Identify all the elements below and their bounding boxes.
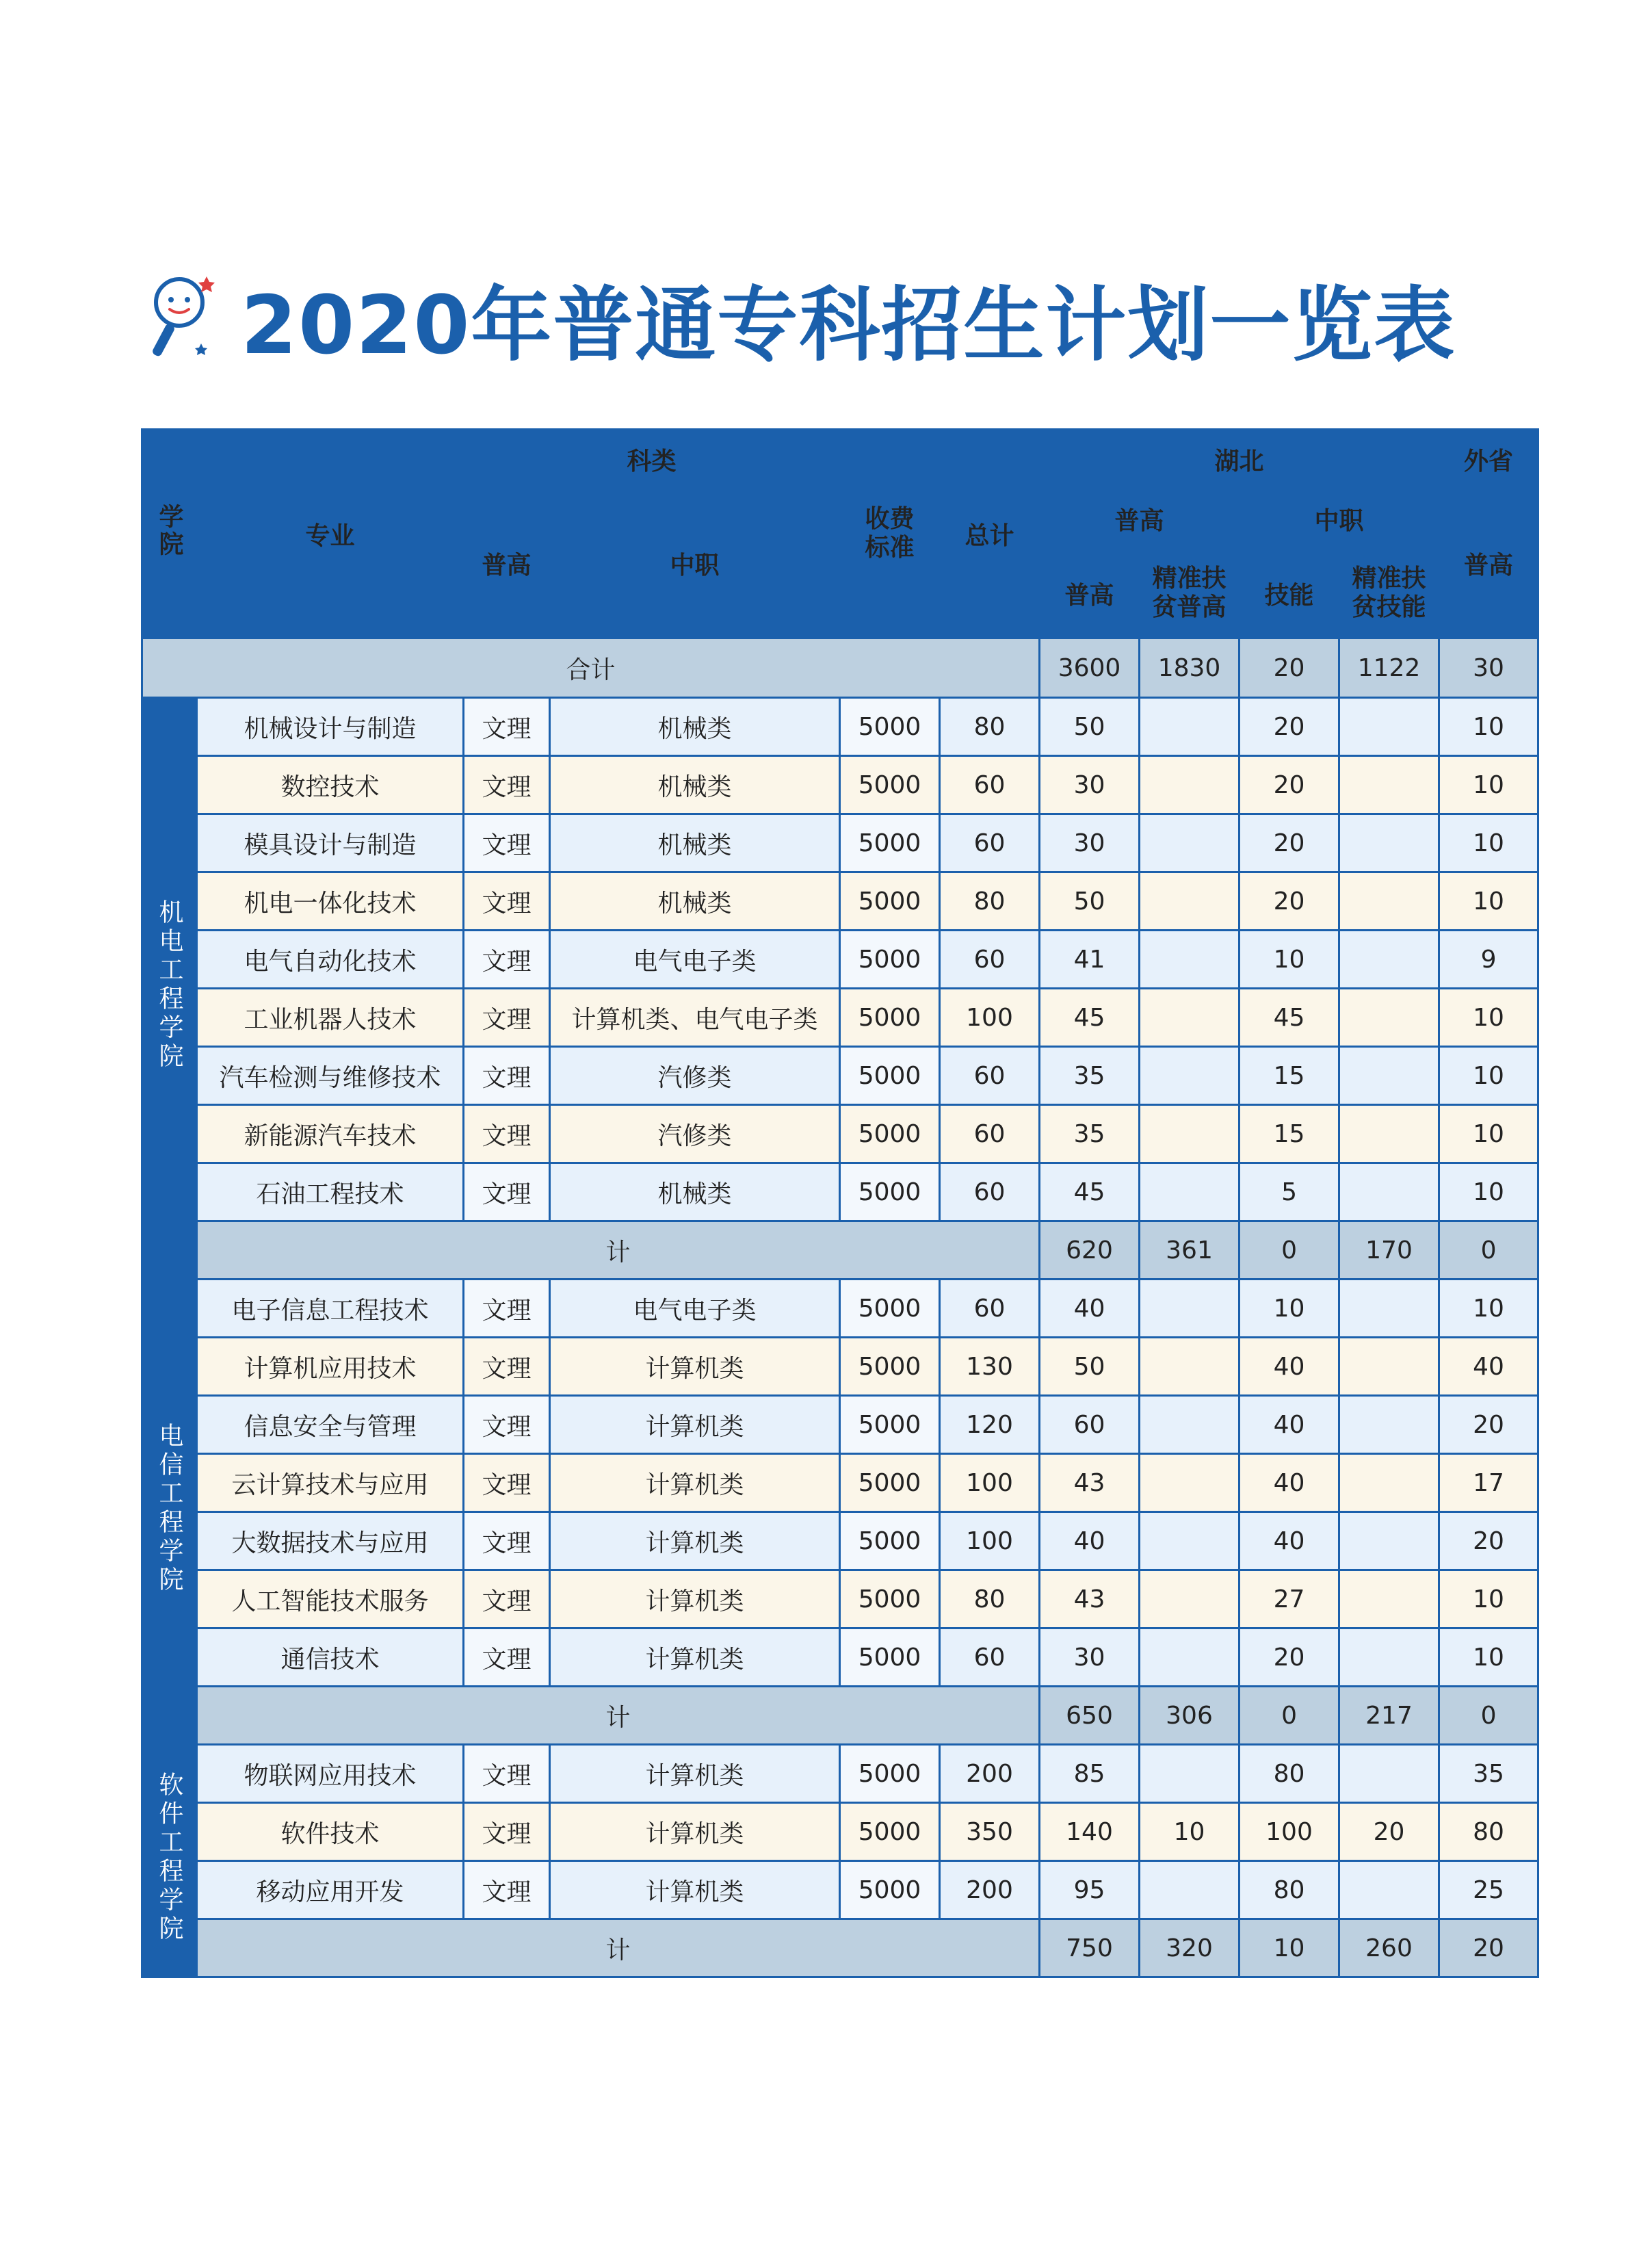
cell-voc: 汽修类 — [550, 1105, 840, 1163]
cell-voc: 计算机类 — [550, 1745, 840, 1803]
header-hb-voc-skill: 技能 — [1240, 549, 1339, 638]
cell-total: 200 — [940, 1745, 1040, 1803]
cell-voc: 汽修类 — [550, 1047, 840, 1105]
cell-hb-general: 40 — [1040, 1280, 1140, 1338]
cell-hb-gen-poverty — [1140, 1454, 1240, 1512]
cell-hb-voc-poverty — [1339, 1628, 1439, 1687]
header-hb-general: 普高 — [1040, 489, 1240, 549]
cell-science: 文理 — [464, 1163, 550, 1221]
table-row — [142, 1861, 1538, 1919]
table-row — [142, 1105, 1538, 1163]
cell-science: 文理 — [464, 756, 550, 814]
cell-hb-general: 95 — [1040, 1861, 1140, 1919]
cell-fee: 5000 — [840, 872, 940, 931]
table-row — [142, 1570, 1538, 1628]
cell-hb-skill: 15 — [1240, 1105, 1339, 1163]
cell-voc: 计算机类、电气电子类 — [550, 989, 840, 1047]
cell-science: 文理 — [464, 989, 550, 1047]
college-cell — [142, 1280, 197, 1745]
cell-total: 120 — [940, 1396, 1040, 1454]
subtotal-row — [142, 1687, 1538, 1745]
table-row — [142, 1047, 1538, 1105]
cell-hb-general: 40 — [1040, 1512, 1140, 1570]
cell-hb-gen-poverty — [1140, 1105, 1240, 1163]
cell-out-general: 10 — [1439, 1628, 1538, 1687]
table-row — [142, 1512, 1538, 1570]
cell-science: 文理 — [464, 1396, 550, 1454]
table-row — [142, 1745, 1538, 1803]
cell-total: 80 — [940, 872, 1040, 931]
cell-hb-voc-poverty — [1339, 1454, 1439, 1512]
cell-fee: 5000 — [840, 1628, 940, 1687]
cell-total: 60 — [940, 1163, 1040, 1221]
header-cat-general: 普高 — [464, 489, 550, 638]
cell-major: 大数据技术与应用 — [197, 1512, 464, 1570]
cell-hb-voc-poverty — [1339, 1047, 1439, 1105]
table-row — [142, 872, 1538, 931]
subtotal-label: 计 — [197, 1919, 1040, 1977]
cell-hb-skill: 100 — [1240, 1803, 1339, 1861]
grand-total-total: 3600 — [1040, 638, 1140, 698]
subtotal-hb-skill: 170 — [1339, 1221, 1439, 1280]
cell-major: 计算机应用技术 — [197, 1338, 464, 1396]
cell-out-general: 10 — [1439, 1047, 1538, 1105]
cell-voc: 机械类 — [550, 698, 840, 756]
cell-voc: 计算机类 — [550, 1454, 840, 1512]
header-hb-gen-poverty: 精准扶 贫普高 — [1140, 549, 1240, 638]
college-cell — [142, 698, 197, 1280]
cell-hb-voc-poverty — [1339, 1105, 1439, 1163]
cell-hb-voc-poverty — [1339, 1861, 1439, 1919]
cell-hb-gen-poverty — [1140, 1280, 1240, 1338]
cell-total: 60 — [940, 1047, 1040, 1105]
cell-hb-voc-poverty — [1339, 1512, 1439, 1570]
cell-hb-gen-poverty — [1140, 1861, 1240, 1919]
subtotal-row — [142, 1919, 1538, 1977]
cell-major: 移动应用开发 — [197, 1861, 464, 1919]
cell-major: 机械设计与制造 — [197, 698, 464, 756]
subtotal-total: 620 — [1040, 1221, 1140, 1280]
cell-hb-skill: 40 — [1240, 1338, 1339, 1396]
cell-major: 物联网应用技术 — [197, 1745, 464, 1803]
cell-fee: 5000 — [840, 814, 940, 872]
cell-major: 通信技术 — [197, 1628, 464, 1687]
cell-hb-skill: 40 — [1240, 1512, 1339, 1570]
cell-voc: 计算机类 — [550, 1338, 840, 1396]
cell-voc: 电气电子类 — [550, 1280, 840, 1338]
cell-fee: 5000 — [840, 1570, 940, 1628]
cell-science: 文理 — [464, 1570, 550, 1628]
cell-out-general: 10 — [1439, 698, 1538, 756]
cell-hb-voc-poverty — [1339, 814, 1439, 872]
cell-total: 60 — [940, 814, 1040, 872]
subtotal-hb-gen-poverty: 0 — [1240, 1221, 1339, 1280]
table-row — [142, 1396, 1538, 1454]
cell-science: 文理 — [464, 814, 550, 872]
table-row — [142, 1803, 1538, 1861]
cell-fee: 5000 — [840, 989, 940, 1047]
subtotal-hb-voc-poverty: 0 — [1439, 1687, 1538, 1745]
cell-total: 350 — [940, 1803, 1040, 1861]
subtotal-hb-voc-poverty: 0 — [1439, 1221, 1538, 1280]
title-block — [144, 263, 1456, 373]
cell-out-general: 10 — [1439, 1280, 1538, 1338]
cell-total: 60 — [940, 1280, 1040, 1338]
header-hb-gen-general: 普高 — [1040, 549, 1140, 638]
cell-major: 信息安全与管理 — [197, 1396, 464, 1454]
cell-voc: 机械类 — [550, 1163, 840, 1221]
cell-fee: 5000 — [840, 1512, 940, 1570]
subtotal-total: 650 — [1040, 1687, 1140, 1745]
cell-hb-voc-poverty — [1339, 1280, 1439, 1338]
cell-science: 文理 — [464, 1454, 550, 1512]
grand-total-hb-skill: 1122 — [1339, 638, 1439, 698]
cell-hb-general: 85 — [1040, 1745, 1140, 1803]
subtotal-hb-gen-poverty: 0 — [1240, 1687, 1339, 1745]
cell-science: 文理 — [464, 1628, 550, 1687]
cell-total: 60 — [940, 1628, 1040, 1687]
subtotal-label: 计 — [197, 1687, 1040, 1745]
subtotal-hb-general: 361 — [1140, 1221, 1240, 1280]
cell-voc: 计算机类 — [550, 1803, 840, 1861]
table-row — [142, 698, 1538, 756]
cell-out-general: 9 — [1439, 931, 1538, 989]
cell-voc: 电气电子类 — [550, 931, 840, 989]
cell-fee: 5000 — [840, 1803, 940, 1861]
cell-hb-voc-poverty — [1339, 1570, 1439, 1628]
cell-major: 工业机器人技术 — [197, 989, 464, 1047]
cell-out-general: 35 — [1439, 1745, 1538, 1803]
cell-hb-skill: 40 — [1240, 1396, 1339, 1454]
cell-major: 软件技术 — [197, 1803, 464, 1861]
cell-hb-gen-poverty — [1140, 1047, 1240, 1105]
header-fee: 收费 标准 — [840, 430, 940, 638]
grand-total-row — [142, 638, 1538, 698]
cell-out-general: 10 — [1439, 872, 1538, 931]
table-row — [142, 1454, 1538, 1512]
cell-science: 文理 — [464, 1047, 550, 1105]
cell-hb-voc-poverty — [1339, 1163, 1439, 1221]
cell-hb-general: 30 — [1040, 756, 1140, 814]
cell-hb-general: 41 — [1040, 931, 1140, 989]
cell-hb-gen-poverty — [1140, 1745, 1240, 1803]
header-hb-voc-poverty: 精准扶 贫技能 — [1339, 549, 1439, 638]
table-row — [142, 1338, 1538, 1396]
cell-out-general: 10 — [1439, 989, 1538, 1047]
header-major: 专业 — [197, 430, 464, 638]
cell-major: 人工智能技术服务 — [197, 1570, 464, 1628]
grand-total-hb-voc-poverty: 30 — [1439, 638, 1538, 698]
cell-hb-gen-poverty — [1140, 756, 1240, 814]
cell-major: 模具设计与制造 — [197, 814, 464, 872]
cell-voc: 机械类 — [550, 872, 840, 931]
header-category: 科类 — [464, 430, 840, 489]
cell-science: 文理 — [464, 1338, 550, 1396]
cell-hb-gen-poverty — [1140, 1570, 1240, 1628]
cell-voc: 计算机类 — [550, 1570, 840, 1628]
cell-out-general: 20 — [1439, 1512, 1538, 1570]
cell-hb-voc-poverty — [1339, 756, 1439, 814]
cell-out-general: 25 — [1439, 1861, 1538, 1919]
cell-total: 80 — [940, 1570, 1040, 1628]
cell-hb-skill: 20 — [1240, 1628, 1339, 1687]
cell-hb-gen-poverty — [1140, 1338, 1240, 1396]
cell-out-general: 40 — [1439, 1338, 1538, 1396]
cell-hb-general: 50 — [1040, 1338, 1140, 1396]
cell-voc: 计算机类 — [550, 1396, 840, 1454]
subtotal-label: 计 — [197, 1221, 1040, 1280]
header-row-1 — [142, 430, 1538, 489]
cell-fee: 5000 — [840, 1105, 940, 1163]
cell-fee: 5000 — [840, 931, 940, 989]
cell-hb-skill: 80 — [1240, 1861, 1339, 1919]
cell-science: 文理 — [464, 1105, 550, 1163]
cell-hb-general: 43 — [1040, 1454, 1140, 1512]
cell-total: 100 — [940, 1454, 1040, 1512]
cell-major: 数控技术 — [197, 756, 464, 814]
subtotal-hb-general: 306 — [1140, 1687, 1240, 1745]
cell-fee: 5000 — [840, 1861, 940, 1919]
grand-total-hb-general: 1830 — [1140, 638, 1240, 698]
header-hb-vocational: 中职 — [1240, 489, 1439, 549]
cell-total: 60 — [940, 1105, 1040, 1163]
subtotal-row — [142, 1221, 1538, 1280]
cell-hb-general: 50 — [1040, 698, 1140, 756]
subtotal-hb-skill: 217 — [1339, 1687, 1439, 1745]
cell-hb-gen-poverty — [1140, 1628, 1240, 1687]
cell-fee: 5000 — [840, 1047, 940, 1105]
cell-total: 130 — [940, 1338, 1040, 1396]
table-row — [142, 814, 1538, 872]
cell-hb-voc-poverty — [1339, 872, 1439, 931]
cell-voc: 计算机类 — [550, 1628, 840, 1687]
cell-major: 机电一体化技术 — [197, 872, 464, 931]
cell-hb-gen-poverty — [1140, 872, 1240, 931]
cell-total: 200 — [940, 1861, 1040, 1919]
header-hubei: 湖北 — [1040, 430, 1439, 489]
cell-out-general: 80 — [1439, 1803, 1538, 1861]
cell-fee: 5000 — [840, 1745, 940, 1803]
cell-voc: 计算机类 — [550, 1512, 840, 1570]
college-name: 机电工程学院 — [155, 899, 183, 1072]
cell-hb-general: 30 — [1040, 814, 1140, 872]
cell-hb-skill: 40 — [1240, 1454, 1339, 1512]
cell-hb-skill: 80 — [1240, 1745, 1339, 1803]
cell-science: 文理 — [464, 1861, 550, 1919]
cell-hb-voc-poverty — [1339, 698, 1439, 756]
cell-science: 文理 — [464, 872, 550, 931]
subtotal-hb-general: 320 — [1140, 1919, 1240, 1977]
cell-hb-skill: 10 — [1240, 931, 1339, 989]
cell-hb-voc-poverty — [1339, 1745, 1439, 1803]
college-cell — [142, 1745, 197, 1977]
cell-hb-skill: 27 — [1240, 1570, 1339, 1628]
cell-hb-gen-poverty — [1140, 931, 1240, 989]
cell-voc: 机械类 — [550, 814, 840, 872]
cell-hb-skill: 15 — [1240, 1047, 1339, 1105]
cell-hb-gen-poverty — [1140, 1396, 1240, 1454]
table-row — [142, 931, 1538, 989]
table-row — [142, 1163, 1538, 1221]
cell-out-general: 10 — [1439, 1570, 1538, 1628]
subtotal-hb-skill: 260 — [1339, 1919, 1439, 1977]
college-name: 电信工程学院 — [155, 1423, 183, 1595]
header-college: 学院 — [142, 430, 197, 638]
cell-major: 电气自动化技术 — [197, 931, 464, 989]
cell-hb-voc-poverty — [1339, 1396, 1439, 1454]
cell-out-general: 17 — [1439, 1454, 1538, 1512]
cell-out-general: 10 — [1439, 814, 1538, 872]
cell-science: 文理 — [464, 1745, 550, 1803]
cell-fee: 5000 — [840, 1280, 940, 1338]
cell-hb-general: 50 — [1040, 872, 1140, 931]
table-row — [142, 756, 1538, 814]
cell-major: 电子信息工程技术 — [197, 1280, 464, 1338]
subtotal-total: 750 — [1040, 1919, 1140, 1977]
cell-hb-general: 43 — [1040, 1570, 1140, 1628]
cell-hb-general: 35 — [1040, 1047, 1140, 1105]
cell-hb-gen-poverty — [1140, 814, 1240, 872]
cell-out-general: 20 — [1439, 1396, 1538, 1454]
enrollment-plan-table — [141, 428, 1539, 1978]
header-cat-vocational: 中职 — [550, 489, 840, 638]
cell-fee: 5000 — [840, 1454, 940, 1512]
cell-fee: 5000 — [840, 756, 940, 814]
cell-science: 文理 — [464, 1280, 550, 1338]
cell-hb-general: 140 — [1040, 1803, 1140, 1861]
cell-hb-skill: 20 — [1240, 872, 1339, 931]
cell-total: 60 — [940, 931, 1040, 989]
cell-science: 文理 — [464, 1803, 550, 1861]
cell-science: 文理 — [464, 931, 550, 989]
table-row — [142, 989, 1538, 1047]
college-name: 软件工程学院 — [155, 1772, 183, 1944]
cell-major: 石油工程技术 — [197, 1163, 464, 1221]
cell-hb-general: 60 — [1040, 1396, 1140, 1454]
cell-total: 100 — [940, 989, 1040, 1047]
cell-science: 文理 — [464, 1512, 550, 1570]
grand-total-hb-gen-poverty: 20 — [1240, 638, 1339, 698]
cell-out-general: 10 — [1439, 1105, 1538, 1163]
cell-total: 100 — [940, 1512, 1040, 1570]
cell-voc: 机械类 — [550, 756, 840, 814]
cell-fee: 5000 — [840, 698, 940, 756]
cell-science: 文理 — [464, 698, 550, 756]
cell-hb-skill: 10 — [1240, 1280, 1339, 1338]
cell-out-general: 10 — [1439, 756, 1538, 814]
cell-fee: 5000 — [840, 1338, 940, 1396]
cell-hb-voc-poverty — [1339, 1338, 1439, 1396]
cell-hb-skill: 20 — [1240, 756, 1339, 814]
header-total: 总计 — [940, 430, 1040, 638]
cell-hb-voc-poverty: 20 — [1339, 1803, 1439, 1861]
cell-hb-skill: 20 — [1240, 698, 1339, 756]
cell-hb-gen-poverty: 10 — [1140, 1803, 1240, 1861]
grand-total-label: 合计 — [142, 638, 1040, 698]
header-out-general: 普高 — [1439, 489, 1538, 638]
cell-hb-skill: 5 — [1240, 1163, 1339, 1221]
subtotal-hb-gen-poverty: 10 — [1240, 1919, 1339, 1977]
cell-hb-gen-poverty — [1140, 1512, 1240, 1570]
cell-total: 80 — [940, 698, 1040, 756]
cell-hb-gen-poverty — [1140, 989, 1240, 1047]
cell-hb-skill: 45 — [1240, 989, 1339, 1047]
cell-hb-voc-poverty — [1339, 989, 1439, 1047]
cell-voc: 计算机类 — [550, 1861, 840, 1919]
subtotal-hb-voc-poverty: 20 — [1439, 1919, 1538, 1977]
header-out-province: 外省 — [1439, 430, 1538, 489]
cell-hb-general: 45 — [1040, 1163, 1140, 1221]
cell-fee: 5000 — [840, 1396, 940, 1454]
cell-hb-general: 45 — [1040, 989, 1140, 1047]
cell-hb-gen-poverty — [1140, 698, 1240, 756]
table-row — [142, 1280, 1538, 1338]
cell-hb-general: 30 — [1040, 1628, 1140, 1687]
cell-out-general: 10 — [1439, 1163, 1538, 1221]
cell-major: 汽车检测与维修技术 — [197, 1047, 464, 1105]
cell-hb-voc-poverty — [1339, 931, 1439, 989]
magnifier-mascot-icon — [144, 267, 226, 369]
cell-hb-skill: 20 — [1240, 814, 1339, 872]
cell-major: 新能源汽车技术 — [197, 1105, 464, 1163]
cell-total: 60 — [940, 756, 1040, 814]
cell-fee: 5000 — [840, 1163, 940, 1221]
cell-hb-gen-poverty — [1140, 1163, 1240, 1221]
table-row — [142, 1628, 1538, 1687]
cell-major: 云计算技术与应用 — [197, 1454, 464, 1512]
page-title: 2020年普通专科招生计划一览表 — [241, 278, 1456, 372]
cell-hb-general: 35 — [1040, 1105, 1140, 1163]
